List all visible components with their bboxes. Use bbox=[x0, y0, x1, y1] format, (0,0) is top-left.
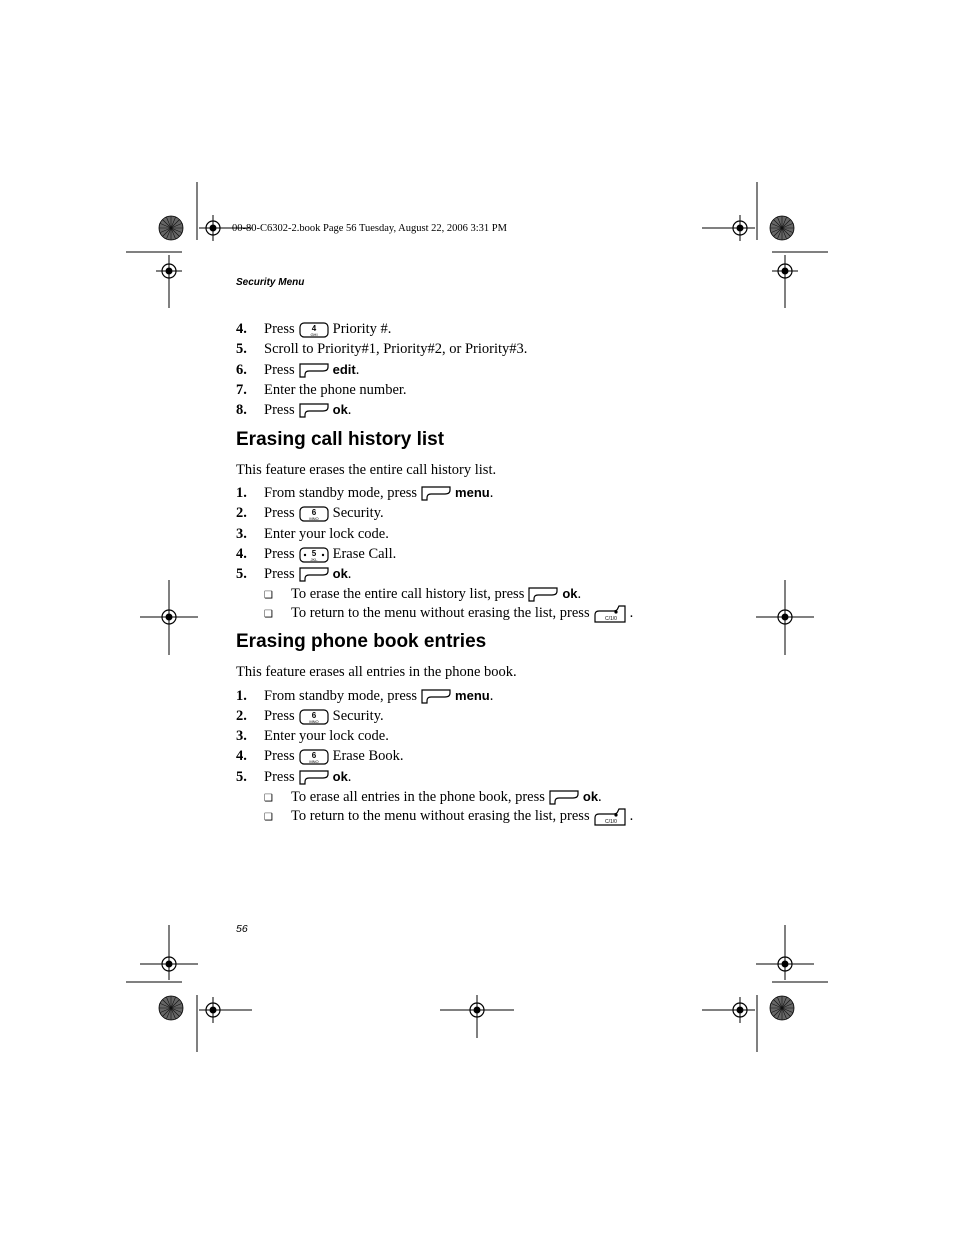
step-number: 4. bbox=[236, 748, 247, 764]
step-text: Erase Call. bbox=[332, 546, 397, 562]
s2-step-1 bbox=[236, 687, 493, 705]
keypad-letters: MNO bbox=[308, 515, 319, 521]
step-number: 5. bbox=[236, 341, 247, 357]
keypad-letters: MNO bbox=[308, 718, 319, 724]
softkey-icon bbox=[421, 486, 451, 501]
step-text: . bbox=[629, 808, 634, 824]
softkey-icon bbox=[299, 770, 329, 785]
running-header: Security Menu bbox=[236, 277, 305, 288]
s2-step-5 bbox=[236, 768, 351, 786]
step-text: Press bbox=[264, 546, 295, 562]
step-text: Enter your lock code. bbox=[264, 728, 389, 744]
keypad-letters: GHI bbox=[310, 331, 318, 337]
page-number: 56 bbox=[236, 923, 248, 935]
s1-step-5 bbox=[236, 565, 351, 583]
registration-mark-icon bbox=[156, 951, 182, 977]
step-text: Enter the phone number. bbox=[264, 382, 407, 398]
keypad-letters: JKL bbox=[310, 556, 318, 562]
registration-mark-icon bbox=[464, 997, 490, 1023]
book-slug: 00-80-C6302-2.book Page 56 Tuesday, August 22, 2006 3:31 PM bbox=[232, 223, 507, 234]
step-number: 2. bbox=[236, 505, 247, 521]
step-text: Press bbox=[264, 505, 295, 521]
softkey-label: ok bbox=[562, 586, 578, 601]
step-text: Enter your lock code. bbox=[264, 526, 389, 542]
intro-step-5 bbox=[236, 340, 527, 358]
step-text: . bbox=[598, 789, 602, 805]
s2-step-2 bbox=[236, 707, 384, 725]
step-text: . bbox=[347, 566, 352, 582]
softkey-icon bbox=[549, 790, 579, 805]
s2-substep-2 bbox=[264, 807, 633, 827]
softkey-label: edit bbox=[332, 362, 356, 377]
keypad-4-icon bbox=[299, 322, 329, 338]
registration-mark-icon bbox=[727, 215, 753, 241]
star-target-icon bbox=[159, 996, 183, 1020]
end-key-icon bbox=[594, 808, 626, 826]
softkey-label: ok bbox=[332, 402, 348, 417]
registration-mark-icon bbox=[200, 997, 226, 1023]
step-number: 1. bbox=[236, 485, 247, 501]
step-text: To erase the entire call history list, press bbox=[291, 586, 525, 602]
keypad-digit: 6 bbox=[311, 750, 316, 760]
s1-step-2 bbox=[236, 504, 384, 522]
step-text: Erase Book. bbox=[332, 748, 404, 764]
registration-mark-icon bbox=[727, 997, 753, 1023]
softkey-label: ok bbox=[332, 769, 348, 784]
star-target-icon bbox=[770, 216, 794, 240]
section-description: This feature erases all entries in the phone book. bbox=[236, 664, 517, 680]
keypad-letters: MNO bbox=[308, 758, 319, 764]
intro-step-7 bbox=[236, 381, 407, 399]
end-key-icon bbox=[594, 605, 626, 623]
step-text: From standby mode, press bbox=[264, 688, 418, 704]
section-description: This feature erases the entire call history list. bbox=[236, 462, 497, 478]
step-text: . bbox=[347, 402, 352, 418]
s1-step-1 bbox=[236, 484, 493, 502]
step-number: 3. bbox=[236, 728, 247, 744]
keypad-digit: 6 bbox=[311, 710, 316, 720]
step-text: Press bbox=[264, 402, 295, 418]
intro-step-8 bbox=[236, 401, 351, 419]
step-number: 2. bbox=[236, 708, 247, 724]
keypad-6-icon bbox=[299, 749, 329, 765]
step-text: Press bbox=[264, 769, 295, 785]
s2-substep-1 bbox=[264, 788, 602, 808]
keypad-6-icon bbox=[299, 506, 329, 522]
step-text: Press bbox=[264, 362, 295, 378]
intro-step-6 bbox=[236, 361, 359, 379]
registration-mark-icon bbox=[200, 215, 226, 241]
softkey-icon bbox=[299, 363, 329, 378]
softkey-label: ok bbox=[582, 789, 599, 804]
step-text: . bbox=[629, 605, 634, 621]
step-text: . bbox=[489, 688, 494, 704]
step-number: 3. bbox=[236, 526, 247, 542]
step-text: Press bbox=[264, 748, 295, 764]
softkey-icon bbox=[528, 587, 558, 602]
step-number: 4. bbox=[236, 546, 247, 562]
s1-step-4 bbox=[236, 545, 396, 563]
s2-step-3 bbox=[236, 727, 389, 745]
step-number: 5. bbox=[236, 566, 247, 582]
bullet-box-icon: ❑ bbox=[264, 609, 273, 620]
registration-mark-icon bbox=[156, 258, 182, 284]
keypad-digit: 4 bbox=[311, 323, 316, 333]
step-text: . bbox=[347, 769, 352, 785]
keypad-6-icon bbox=[299, 709, 329, 725]
softkey-icon bbox=[299, 403, 329, 418]
step-text: To erase all entries in the phone book, press bbox=[291, 789, 545, 805]
bullet-box-icon: ❑ bbox=[264, 793, 273, 804]
keypad-5-icon bbox=[299, 547, 329, 563]
registration-mark-icon bbox=[772, 951, 798, 977]
softkey-label: ok bbox=[332, 566, 348, 581]
step-text: Security. bbox=[332, 708, 384, 724]
registration-mark-icon bbox=[156, 604, 182, 630]
step-text: From standby mode, press bbox=[264, 485, 418, 501]
star-target-icon bbox=[159, 216, 183, 240]
section-heading-call-history: Erasing call history list bbox=[236, 429, 445, 450]
bullet-box-icon: ❑ bbox=[264, 812, 273, 823]
step-number: 8. bbox=[236, 402, 247, 418]
step-number: 1. bbox=[236, 688, 247, 704]
registration-mark-icon bbox=[772, 258, 798, 284]
step-text: Scroll to Priority#1, Priority#2, or Priority#3. bbox=[264, 341, 528, 357]
step-text: To return to the menu without erasing the list, press bbox=[291, 808, 590, 824]
s2-step-4 bbox=[236, 747, 404, 765]
step-number: 5. bbox=[236, 769, 247, 785]
step-text: . bbox=[577, 586, 582, 602]
softkey-label: menu bbox=[455, 688, 490, 703]
end-key-label: C/1/0 bbox=[604, 615, 617, 622]
s1-substep-2 bbox=[264, 604, 633, 624]
registration-mark-icon bbox=[772, 604, 798, 630]
softkey-icon bbox=[421, 689, 451, 704]
section-heading-phone-book: Erasing phone book entries bbox=[236, 631, 487, 652]
keypad-digit: 5 bbox=[311, 548, 316, 558]
step-text: Priority #. bbox=[332, 321, 392, 337]
s1-step-3 bbox=[236, 525, 389, 543]
step-text: . bbox=[489, 485, 494, 501]
step-text: . bbox=[355, 362, 360, 378]
end-key-label: C/1/0 bbox=[604, 818, 617, 825]
step-text: Press bbox=[264, 708, 295, 724]
softkey-icon bbox=[299, 567, 329, 582]
step-number: 6. bbox=[236, 362, 247, 378]
step-number: 4. bbox=[236, 321, 247, 337]
step-text: To return to the menu without erasing the list, press bbox=[291, 605, 590, 621]
keypad-digit: 6 bbox=[311, 507, 316, 517]
intro-step-4 bbox=[236, 320, 391, 338]
step-text: Press bbox=[264, 566, 295, 582]
step-text: Security. bbox=[332, 505, 384, 521]
step-number: 7. bbox=[236, 382, 247, 398]
bullet-box-icon: ❑ bbox=[264, 590, 273, 601]
softkey-label: menu bbox=[455, 485, 490, 500]
star-target-icon bbox=[770, 996, 794, 1020]
step-text: Press bbox=[264, 321, 295, 337]
s1-substep-1 bbox=[264, 585, 581, 605]
